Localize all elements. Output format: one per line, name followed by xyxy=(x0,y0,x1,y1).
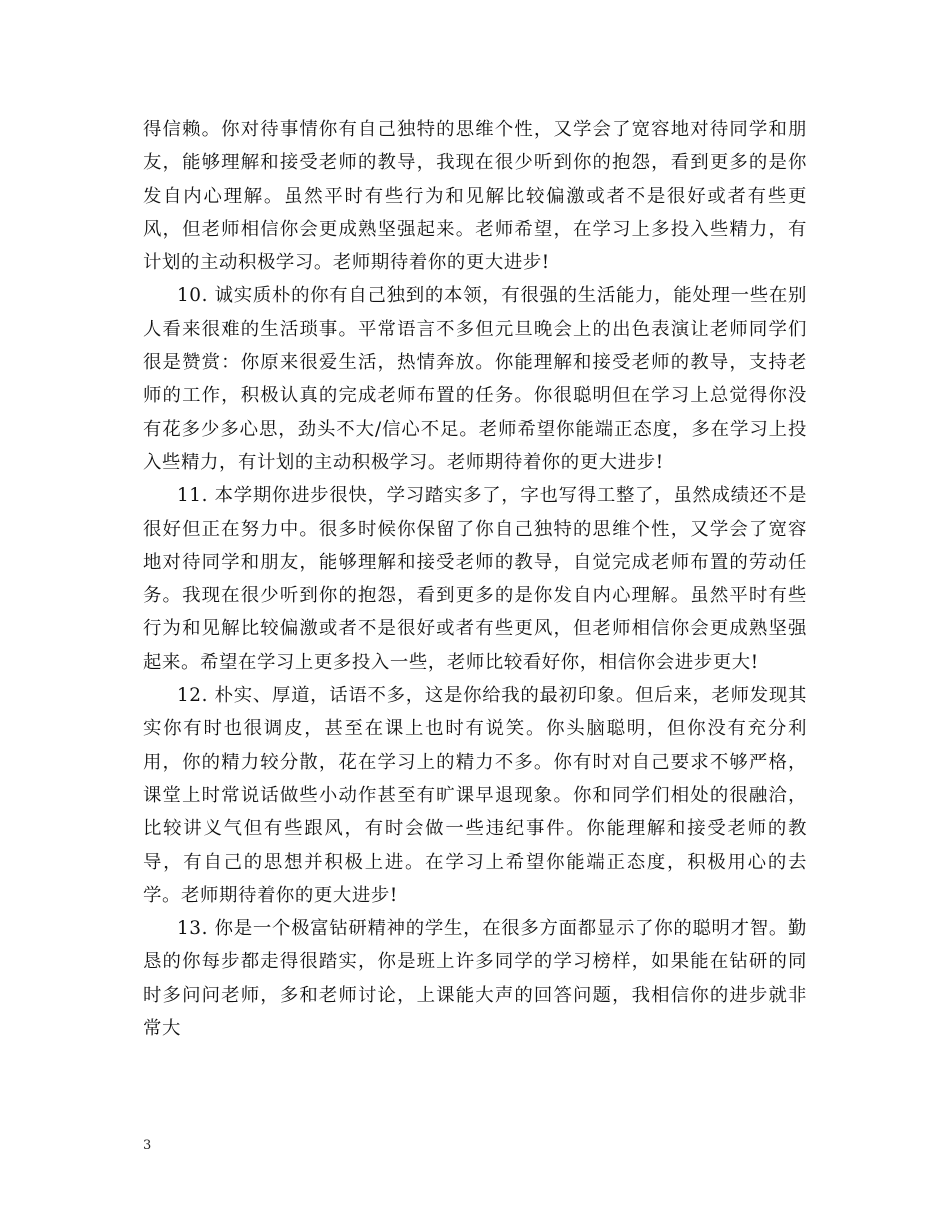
paragraph-continued: 得信赖。你对待事情你有自己独特的思维个性，又学会了宽容地对待同学和朋友，能够理解和接受老师的教导，我现在很少听到你的抱怨，看到更多的是你发自内心理解。虽然平时有些行为和见解比较偏激或者不是很好或者有些更风，但老师相信你会更成熟坚强起来。老师希望，在学习上多投入些精力，有计划的主动积极学习。老师期待着你的更大进步! xyxy=(143,119,807,274)
document-body xyxy=(143,113,807,1045)
page-number: 3 xyxy=(143,1138,152,1153)
paragraph-item-12: 12. 朴实、厚道，话语不多，这是你给我的最初印象。但后来，老师发现其实你有时也很调皮，甚至在课上也时有说笑。你头脑聪明，但你没有充分利用，你的精力较分散，花在学习上的精力不多。你有时对自己要求不够严格，课堂上时常说话做些小动作甚至有旷课早退现象。你和同学们相处的很融洽，比较讲义气但有些跟风，有时会做一些违纪事件。你能理解和接受老师的教导，有自己的思想并积极上进。在学习上希望你能端正态度，积极用心的去学。老师期待着你的更大进步! xyxy=(143,685,807,906)
paragraph-item-13: 13. 你是一个极富钻研精神的学生，在很多方面都显示了你的聪明才智。勤恳的你每步都走得很踏实，你是班上许多同学的学习榜样，如果能在钻研的同时多问问老师，多和老师讨论，上课能大声的回答问题，我相信你的进步就非常大 xyxy=(143,918,807,1040)
paragraph-item-11: 11. 本学期你进步很快，学习踏实多了，字也写得工整了，虽然成绩还不是很好但正在努力中。很多时候你保留了你自己独特的思维个性，又学会了宽容地对待同学和朋友，能够理解和接受老师的教导，自觉完成老师布置的劳动任务。我现在很少听到你的抱怨，看到更多的是你发自内心理解。虽然平时有些行为和见解比较偏激或者不是很好或者有些更风，但老师相信你会更成熟坚强起来。希望在学习上更多投入一些，老师比较看好你，相信你会进步更大! xyxy=(143,485,807,673)
paragraph-item-10: 10. 诚实质朴的你有自己独到的本领，有很强的生活能力，能处理一些在别人看来很难的生活琐事。平常语言不多但元旦晚会上的出色表演让老师同学们很是赞赏：你原来很爱生活，热情奔放。你能理解和接受老师的教导，支持老师的工作，积极认真的完成老师布置的任务。你很聪明但在学习上总觉得你没有花多少多心思，劲头不大/信心不足。老师希望你能端正态度，多在学习上投入些精力，有计划的主动积极学习。老师期待着你的更大进步! xyxy=(143,285,807,473)
